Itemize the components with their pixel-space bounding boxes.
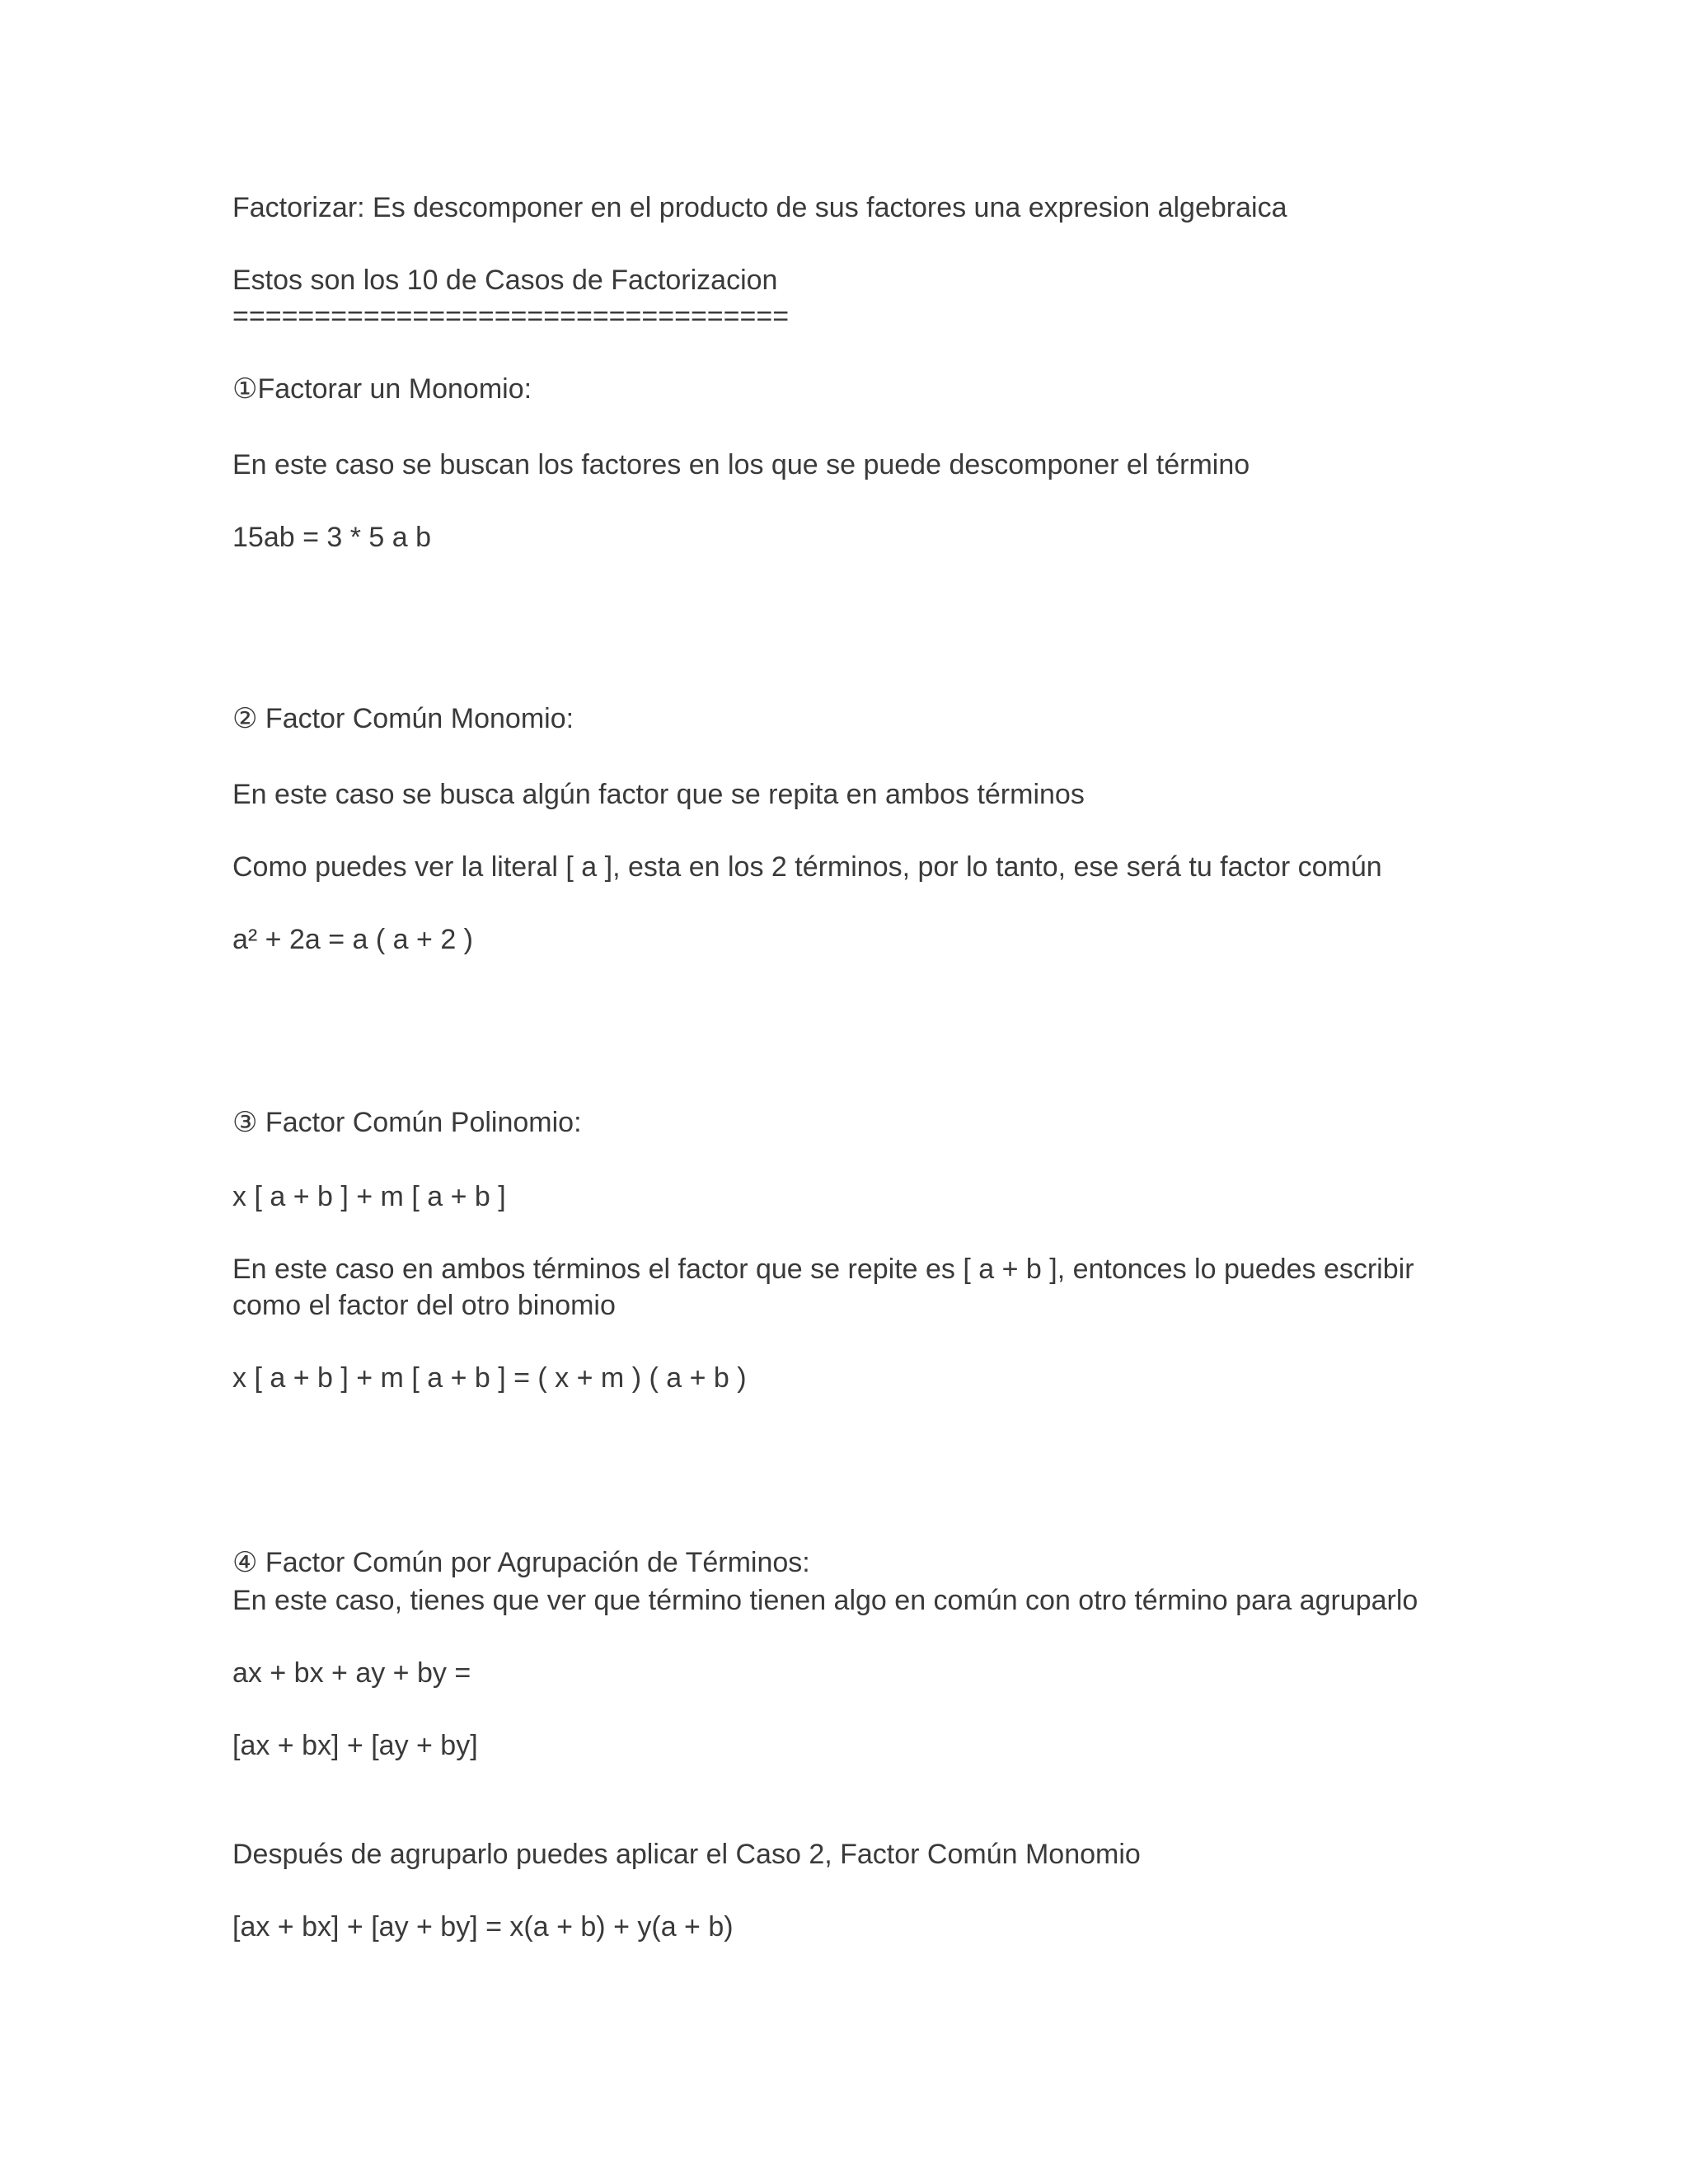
case1-description: En este caso se buscan los factores en los que se puede descomponer el término	[232, 449, 1250, 480]
case4-followup: Después de agruparlo puedes aplicar el Caso 2, Factor Común Monomio	[232, 1839, 1141, 1870]
intro-text: Factorizar: Es descomponer en el producto de sus factores una expresion algebraica	[232, 192, 1287, 223]
case4-description: En este caso, tienes que ver que término tienen algo en común con otro término para agruparlo	[232, 1585, 1418, 1616]
case4-expression: ax + bx + ay + by =	[232, 1657, 471, 1689]
case4-example: [ax + bx] + [ay + by] = x(a + b) + y(a + b)	[232, 1911, 734, 1943]
case2-description: En este caso se busca algún factor que se repita en ambos términos	[232, 779, 1085, 810]
separator-line: ==================================	[232, 301, 790, 332]
case3-expression: x [ a + b ] + m [ a + b ]	[232, 1181, 506, 1212]
case3-example: x [ a + b ] + m [ a + b ] = ( x + m ) ( a + b )	[232, 1362, 747, 1394]
case3-description-line1: En este caso en ambos términos el factor que se repite es [ a + b ], entonces lo puedes escribir	[232, 1254, 1414, 1285]
case1-heading: ①Factorar un Monomio:	[232, 373, 532, 405]
case2-explanation: Como puedes ver la literal [ a ], esta en los 2 términos, por lo tanto, ese será tu factor común	[232, 851, 1382, 883]
case3-description-line2: como el factor del otro binomio	[232, 1290, 616, 1321]
case2-example: a² + 2a = a ( a + 2 )	[232, 924, 474, 955]
case2-heading: ② Factor Común Monomio:	[232, 703, 574, 734]
case4-heading: ④ Factor Común por Agrupación de Términos:	[232, 1547, 810, 1578]
case3-heading: ③ Factor Común Polinomio:	[232, 1107, 582, 1138]
list-title: Estos son los 10 de Casos de Factorizacion	[232, 265, 778, 296]
case4-grouped: [ax + bx] + [ay + by]	[232, 1730, 478, 1761]
case1-example: 15ab = 3 * 5 a b	[232, 522, 432, 553]
